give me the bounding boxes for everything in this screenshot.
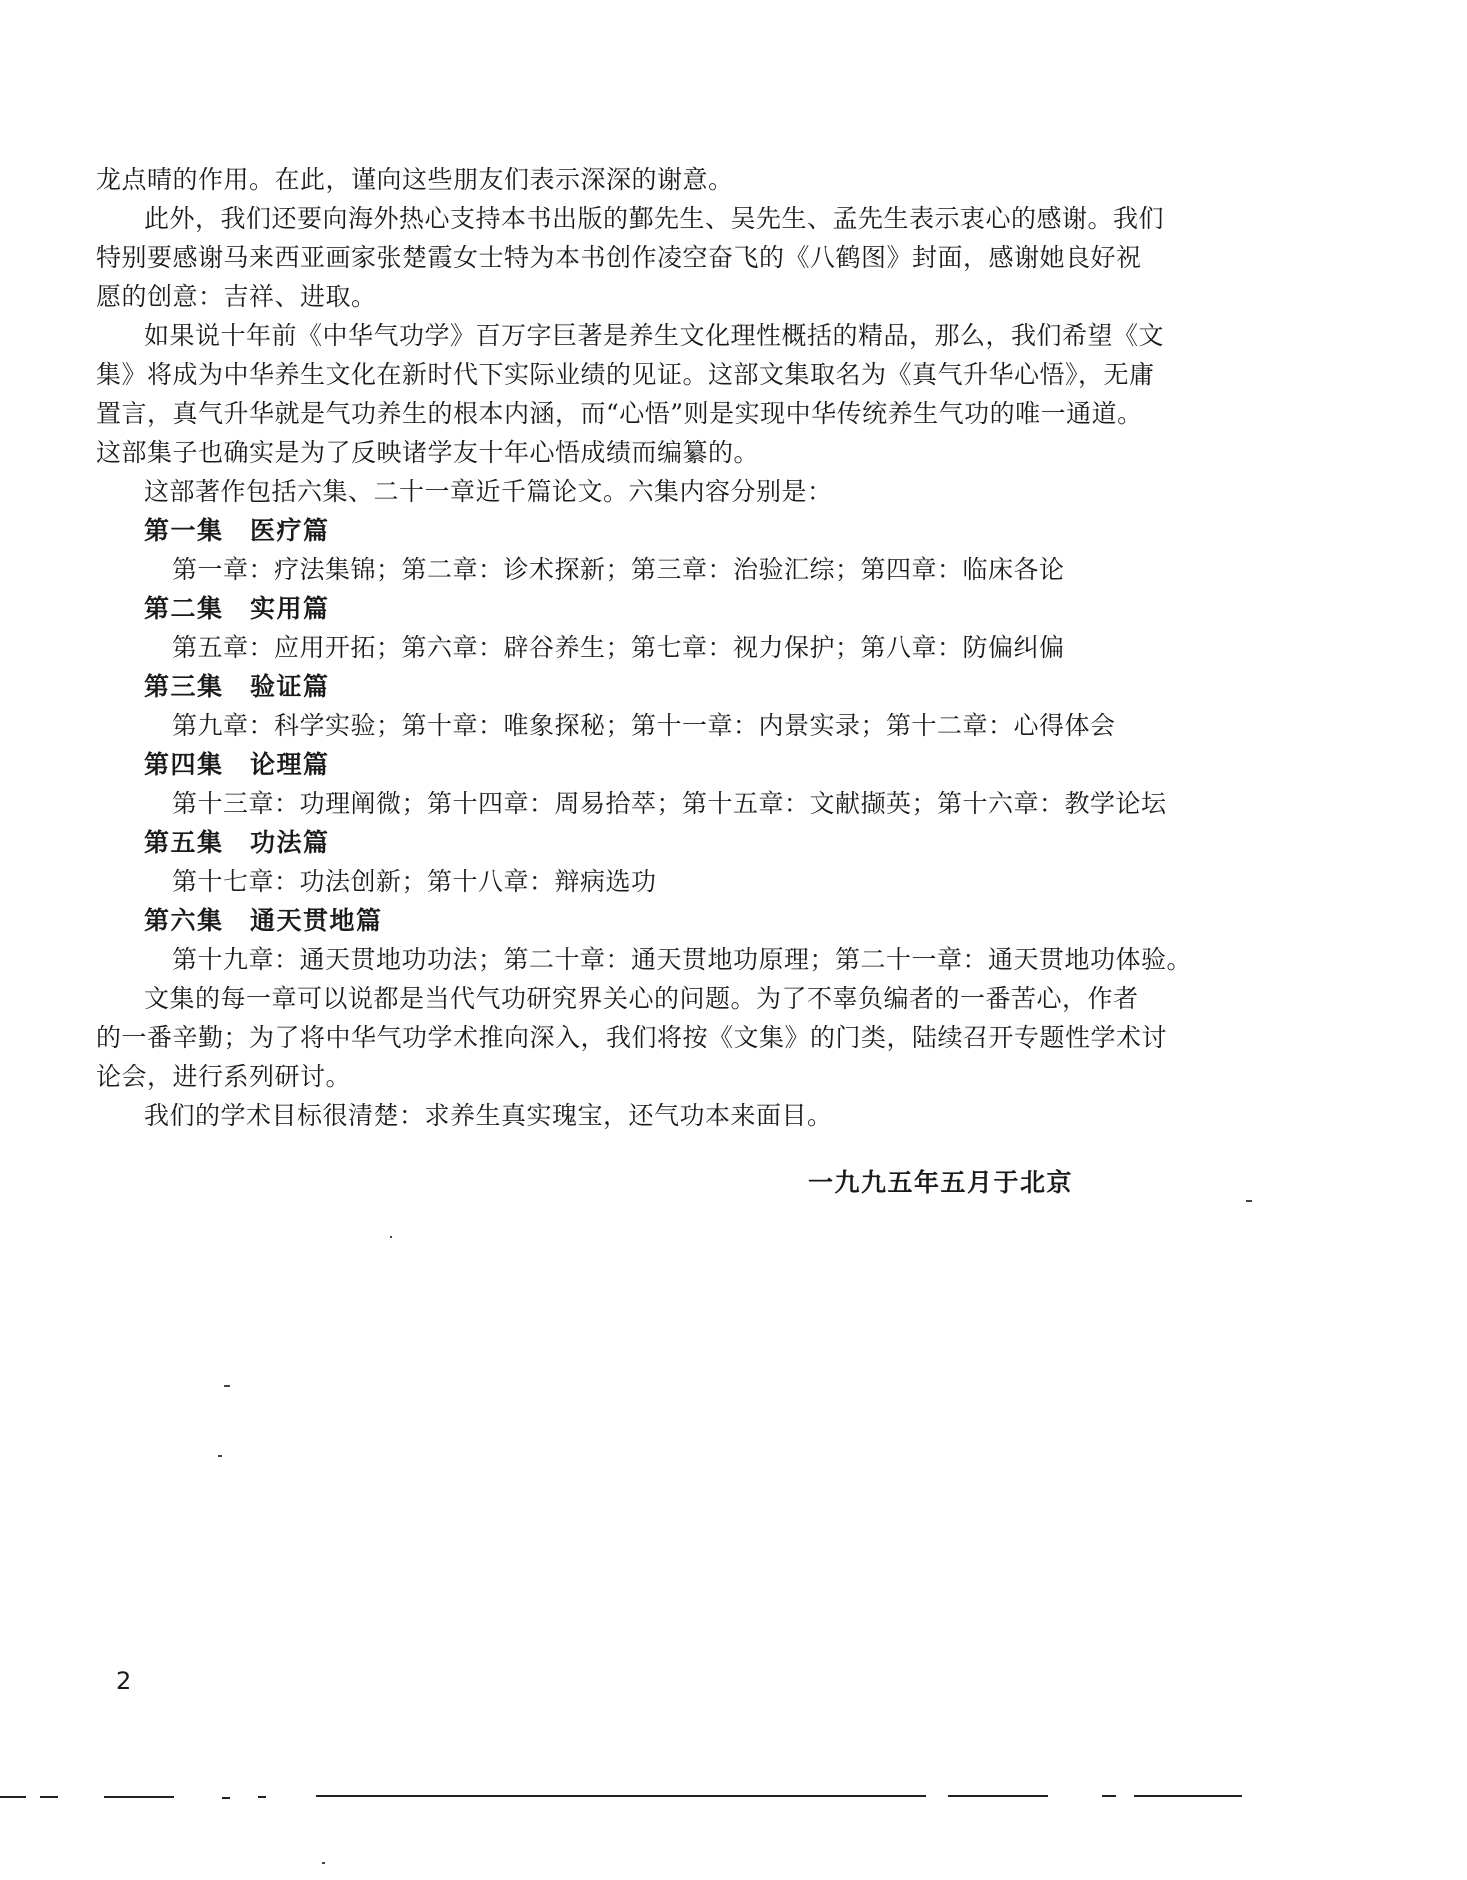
page-number: 2: [116, 1667, 132, 1695]
scan-rule: [222, 1797, 230, 1799]
text-line: 置言，真气升华就是气功养生的根本内涵，而“心悟”则是实现中华传统养生气功的唯一通道。: [96, 399, 1143, 428]
text-line: 特别要感谢马来西亚画家张楚霞女士特为本书创作凌空奋飞的《八鹤图》封面，感谢她良好祝: [96, 243, 1142, 272]
scan-rule: [316, 1795, 926, 1797]
paragraph-line: 我们的学术目标很清楚：求养生真实瑰宝，还气功本来面目。: [144, 1101, 833, 1130]
scan-rule: [948, 1795, 1048, 1797]
body-text: [96, 160, 1193, 1135]
chapter-list: 第一章：疗法集锦；第二章：诊术探新；第三章：治验汇综；第四章：临床各论: [172, 555, 1065, 584]
text-line: 的一番辛勤；为了将中华气功学术推向深入，我们将按《文集》的门类，陆续召开专题性学术讨: [96, 1023, 1168, 1052]
scan-speck: [390, 1236, 392, 1238]
scan-rule: [1102, 1795, 1116, 1797]
text-line: 集》将成为中华养生文化在新时代下实际业绩的见证。这部文集取名为《真气升华心悟》，无庸: [96, 360, 1155, 389]
chapter-list: 第九章：科学实验；第十章：唯象探秘；第十一章：内景实录；第十二章：心得体会: [172, 711, 1116, 740]
chapter-list: 第五章：应用开拓；第六章：辟谷养生；第七章：视力保护；第八章：防偏纠偏: [172, 633, 1065, 662]
volume-heading: 第一集 医疗篇: [144, 516, 330, 545]
scan-rule: [258, 1796, 266, 1798]
chapter-list: 第十九章：通天贯地功功法；第二十章：通天贯地功原理；第二十一章：通天贯地功体验。: [172, 945, 1193, 974]
scan-speck: [1246, 1200, 1252, 1202]
text-line: 这部集子也确实是为了反映诸学友十年心悟成绩而编纂的。: [96, 438, 760, 467]
scan-speck: [224, 1385, 230, 1387]
paragraph-line: 如果说十年前《中华气功学》百万字巨著是养生文化理性概括的精品，那么，我们希望《文: [144, 321, 1165, 350]
paragraph-line: 此外，我们还要向海外热心支持本书出版的鄞先生、吴先生、孟先生表示衷心的感谢。我们: [144, 204, 1165, 233]
date-signature: 一九九五年五月于北京: [808, 1168, 1074, 1197]
text-line: 愿的创意：吉祥、进取。: [96, 282, 377, 311]
volume-heading: 第五集 功法篇: [144, 828, 330, 857]
volume-heading: 第二集 实用篇: [144, 594, 330, 623]
chapter-list: 第十三章：功理阐微；第十四章：周易拾萃；第十五章：文献撷英；第十六章：教学论坛: [172, 789, 1167, 818]
volume-heading: 第六集 通天贯地篇: [144, 906, 383, 935]
chapter-list: 第十七章：功法创新；第十八章：辩病选功: [172, 867, 657, 896]
text-line: 论会，进行系列研讨。: [96, 1062, 352, 1091]
scan-rule: [0, 1796, 26, 1798]
paragraph-line: 文集的每一章可以说都是当代气功研究界关心的问题。为了不辜负编者的一番苦心，作者: [144, 984, 1139, 1013]
scan-rule: [1134, 1795, 1242, 1797]
scan-speck: [218, 1455, 222, 1457]
scan-rule: [40, 1796, 58, 1798]
scan-speck: [322, 1862, 325, 1864]
paragraph-line: 这部著作包括六集、二十一章近千篇论文。六集内容分别是：: [144, 477, 833, 506]
volume-heading: 第三集 验证篇: [144, 672, 330, 701]
volume-heading: 第四集 论理篇: [144, 750, 330, 779]
text-line: 龙点晴的作用。在此，谨向这些朋友们表示深深的谢意。: [96, 165, 734, 194]
scan-rule: [104, 1796, 174, 1798]
